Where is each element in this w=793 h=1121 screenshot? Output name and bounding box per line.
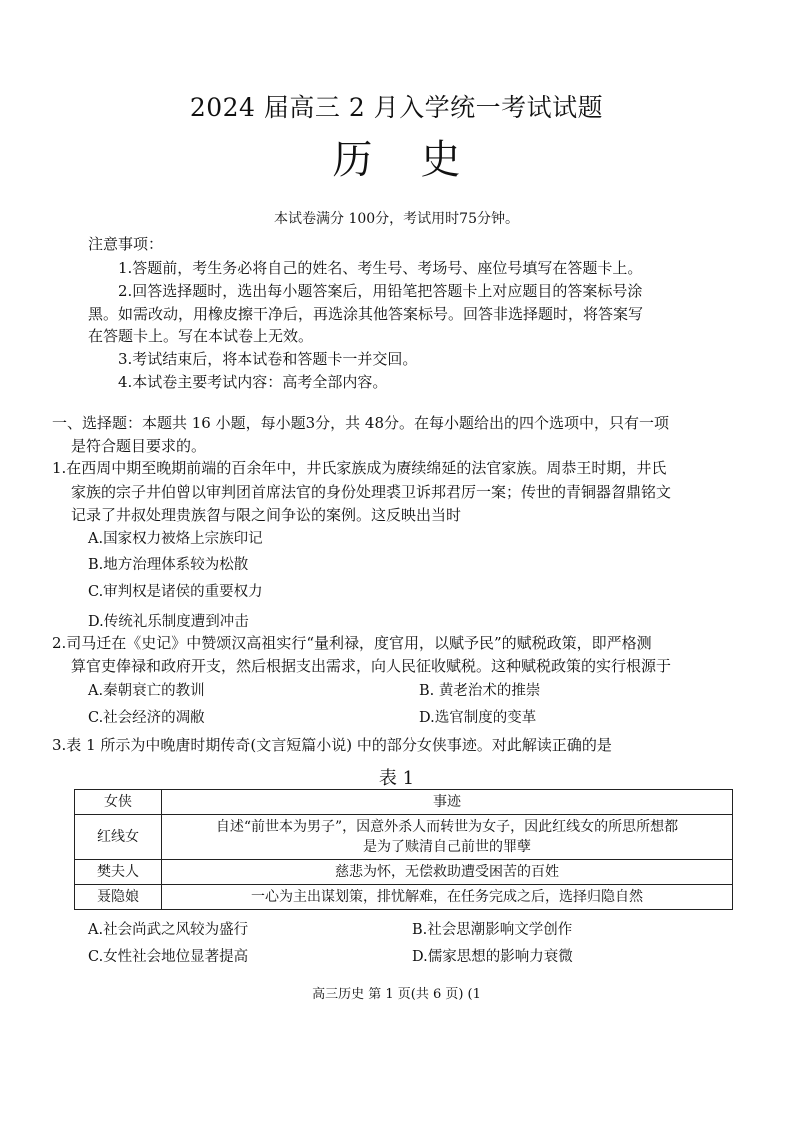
heroines-table (74, 789, 733, 910)
q1-stem-line-3: 记录了井叔处理贵族曶与限之间争讼的案例。这反映出当时 (71, 506, 462, 524)
q2-option-a: A.秦朝衰亡的教训 (88, 683, 205, 699)
q2-option-c: C.社会经济的凋敝 (88, 710, 205, 726)
q1-stem-line-2: 家族的宗子井伯曾以审判团首席法官的身份处理裘卫诉邦君厉一案；传世的青铜器曶鼎铭文 (71, 483, 672, 501)
table-cell-deeds (162, 815, 733, 860)
q3-option-c: C.女性社会地位显著提高 (88, 949, 249, 965)
table-row (75, 860, 733, 885)
notes-heading: 注意事项： (88, 235, 164, 253)
table-cell-deeds: 一心为主出谋划策，排忧解难，在任务完成之后，选择归隐自然 (162, 885, 733, 910)
q2-option-d: D.选官制度的变革 (419, 710, 537, 726)
section-heading-line-1: 一、选择题：本题共 16 小题，每小题3分，共 48分。在每小题给出的四个选项中，只有一项 (52, 414, 670, 432)
table-cell-deeds-line-2: 是为了赎清自己前世的罪孽 (363, 839, 531, 855)
exam-meta: 本试卷满分 100分，考试用时75分钟。 (274, 211, 519, 227)
section-heading-line-2: 是符合题目要求的。 (71, 437, 207, 455)
note-item-2-line-3: 在答题卡上。写在本试卷上无效。 (88, 327, 314, 345)
table-caption: 表 1 (378, 768, 415, 789)
page-footer: 高三历史 第 1 页(共 6 页) (1 (312, 987, 481, 1002)
table-row (75, 815, 733, 860)
table-header-deeds: 事迹 (162, 790, 733, 815)
note-item-4: 4.本试卷主要考试内容：高考全部内容。 (118, 373, 388, 391)
note-item-1: 1.答题前，考生务必将自己的姓名、考生号、考场号、座位号填写在答题卡上。 (118, 259, 643, 277)
q1-option-a: A.国家权力被烙上宗族印记 (88, 531, 263, 547)
table-cell-deeds: 慈悲为怀，无偿救助遭受困苦的百姓 (162, 860, 733, 885)
subject-title: 历史 (332, 137, 509, 183)
q3-option-b: B.社会思潮影响文学创作 (412, 922, 573, 938)
q2-stem-line-1: 2.司马迁在《史记》中赞颂汉高祖实行“量利禄，度官用，以赋予民”的赋税政策，即严格测 (52, 634, 652, 652)
q1-option-d: D.传统礼乐制度遭到冲击 (88, 614, 249, 630)
q2-stem-line-2: 算官吏俸禄和政府开支，然后根据支出需求，向人民征收赋税。这种赋税政策的实行根源于 (71, 657, 672, 675)
table-cell-name: 樊夫人 (75, 860, 162, 885)
q3-stem-line-1: 3.表 1 所示为中晚唐时期传奇(文言短篇小说) 中的部分女侠事迹。对此解读正确的是 (52, 736, 612, 754)
q1-option-c: C.审判权是诸侯的重要权力 (88, 584, 263, 600)
note-item-2-line-2: 黑。如需改动，用橡皮擦干净后，再选涂其他答案标号。回答非选择题时，将答案写 (88, 305, 644, 323)
note-item-3: 3.考试结束后，将本试卷和答题卡一并交回。 (118, 350, 418, 368)
table-cell-name: 聂隐娘 (75, 885, 162, 910)
note-item-2-line-1: 2.回答选择题时，选出每小题答案后，用铅笔把答题卡上对应题目的答案标号涂 (118, 282, 643, 300)
q1-stem-line-1: 1.在西周中期至晚期前端的百余年中，井氏家族成为赓续绵延的法官家族。周恭王时期，井氏 (52, 459, 667, 477)
table-header-row (75, 790, 733, 815)
table-header-name: 女侠 (75, 790, 162, 815)
table-cell-deeds-line-1: 自述“前世本为男子”，因意外杀人而转世为女子，因此红线女的所思所想都 (215, 819, 679, 835)
q3-option-d: D.儒家思想的影响力衰微 (412, 949, 573, 965)
q2-option-b: B. 黄老治术的推崇 (419, 683, 541, 699)
exam-title: 2024 届高三 2 月入学统一考试试题 (189, 93, 604, 122)
table-cell-name: 红线女 (75, 815, 162, 860)
q3-option-a: A.社会尚武之风较为盛行 (88, 922, 249, 938)
q1-option-b: B.地方治理体系较为松散 (88, 557, 249, 573)
table-row (75, 885, 733, 910)
